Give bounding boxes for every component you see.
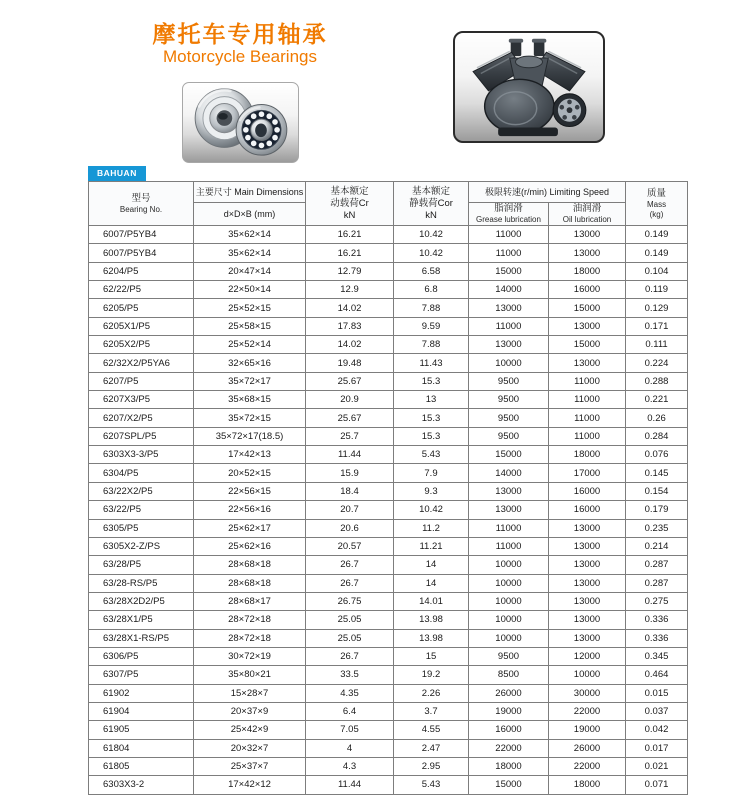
cell-dynamic-load: 11.44: [306, 446, 394, 464]
cell-oil-speed: 15000: [549, 336, 626, 354]
cell-static-load: 9.3: [394, 482, 469, 500]
cell-dynamic-load: 20.57: [306, 537, 394, 555]
cell-static-load: 10.42: [394, 226, 469, 244]
cell-grease-speed: 13000: [469, 336, 549, 354]
cell-dimensions: 25×42×9: [194, 721, 306, 739]
bearings-table: [88, 181, 688, 795]
cell-dimensions: 15×28×7: [194, 684, 306, 702]
cell-static-load: 15.3: [394, 427, 469, 445]
page-subtitle: Motorcycle Bearings: [162, 47, 317, 66]
table-row: [89, 611, 688, 629]
cell-grease-speed: 15000: [469, 776, 549, 794]
cell-grease-speed: 8500: [469, 666, 549, 684]
table-header: [89, 182, 688, 226]
cell-mass: 0.284: [626, 427, 688, 445]
cell-bearing-no: 6305/P5: [89, 519, 194, 537]
table-row: [89, 647, 688, 665]
cell-dynamic-load: 26.7: [306, 556, 394, 574]
cell-mass: 0.179: [626, 501, 688, 519]
page-title: 摩托车专用轴承: [152, 21, 328, 47]
cell-bearing-no: 6205X2/P5: [89, 336, 194, 354]
cell-dynamic-load: 6.4: [306, 702, 394, 720]
cell-oil-speed: 12000: [549, 647, 626, 665]
table-row: [89, 427, 688, 445]
cell-dynamic-load: 4: [306, 739, 394, 757]
cell-dynamic-load: 7.05: [306, 721, 394, 739]
cell-oil-speed: 15000: [549, 299, 626, 317]
cell-grease-speed: 9500: [469, 409, 549, 427]
cell-dimensions: 22×56×16: [194, 501, 306, 519]
table-row: [89, 244, 688, 262]
header-limiting-speed: 极限转速(r/min) Limiting Speed: [469, 182, 626, 203]
cell-oil-speed: 11000: [549, 427, 626, 445]
cell-bearing-no: 6303X3-3/P5: [89, 446, 194, 464]
cell-dynamic-load: 26.75: [306, 592, 394, 610]
cell-oil-speed: 16000: [549, 501, 626, 519]
header-grease-lubrication: 脂润滑 Grease lubrication: [469, 203, 549, 226]
cell-mass: 0.076: [626, 446, 688, 464]
cell-mass: 0.221: [626, 391, 688, 409]
cell-dimensions: 25×62×17: [194, 519, 306, 537]
cell-oil-speed: 13000: [549, 611, 626, 629]
cell-dynamic-load: 14.02: [306, 299, 394, 317]
cell-bearing-no: 61902: [89, 684, 194, 702]
cell-grease-speed: 11000: [469, 537, 549, 555]
header-static-load: 基本额定 静载荷Cor kN: [394, 182, 469, 226]
cell-dimensions: 25×52×15: [194, 299, 306, 317]
table-row: [89, 226, 688, 244]
cell-bearing-no: 61905: [89, 721, 194, 739]
cell-bearing-no: 61804: [89, 739, 194, 757]
cell-dynamic-load: 20.7: [306, 501, 394, 519]
cell-dynamic-load: 25.67: [306, 372, 394, 390]
cell-oil-speed: 13000: [549, 519, 626, 537]
cell-oil-speed: 13000: [549, 574, 626, 592]
cell-bearing-no: 63/28-RS/P5: [89, 574, 194, 592]
cell-grease-speed: 11000: [469, 519, 549, 537]
table-row: [89, 629, 688, 647]
cell-bearing-no: 6305X2-Z/PS: [89, 537, 194, 555]
cell-oil-speed: 11000: [549, 372, 626, 390]
header-main-dimensions: 主要尺寸 Main Dimensions: [194, 182, 306, 203]
cell-oil-speed: 13000: [549, 556, 626, 574]
cell-oil-speed: 30000: [549, 684, 626, 702]
cell-bearing-no: 63/28X1-RS/P5: [89, 629, 194, 647]
cell-mass: 0.015: [626, 684, 688, 702]
cell-dimensions: 35×68×15: [194, 391, 306, 409]
cell-dimensions: 28×68×18: [194, 574, 306, 592]
cell-oil-speed: 22000: [549, 702, 626, 720]
table-row: [89, 372, 688, 390]
cell-bearing-no: 6306/P5: [89, 647, 194, 665]
cell-dimensions: 25×52×14: [194, 336, 306, 354]
cell-bearing-no: 6207SPL/P5: [89, 427, 194, 445]
cell-dynamic-load: 25.7: [306, 427, 394, 445]
cell-dimensions: 35×62×14: [194, 244, 306, 262]
cell-grease-speed: 18000: [469, 757, 549, 775]
cell-bearing-no: 6304/P5: [89, 464, 194, 482]
cell-grease-speed: 9500: [469, 647, 549, 665]
cell-static-load: 19.2: [394, 666, 469, 684]
cell-dynamic-load: 20.9: [306, 391, 394, 409]
table-row: [89, 592, 688, 610]
cell-mass: 0.111: [626, 336, 688, 354]
cell-static-load: 5.43: [394, 776, 469, 794]
brand-tab-bahuan: BAHUAN: [88, 166, 146, 181]
cell-dimensions: 35×80×21: [194, 666, 306, 684]
table-row: [89, 666, 688, 684]
table-row: [89, 684, 688, 702]
cell-dimensions: 30×72×19: [194, 647, 306, 665]
table-row: [89, 464, 688, 482]
cell-mass: 0.214: [626, 537, 688, 555]
cell-mass: 0.224: [626, 354, 688, 372]
cell-grease-speed: 13000: [469, 482, 549, 500]
cell-bearing-no: 6207/X2/P5: [89, 409, 194, 427]
cell-dynamic-load: 19.48: [306, 354, 394, 372]
cell-static-load: 15.3: [394, 372, 469, 390]
cell-mass: 0.145: [626, 464, 688, 482]
cell-dynamic-load: 26.7: [306, 647, 394, 665]
cell-dynamic-load: 25.67: [306, 409, 394, 427]
cell-oil-speed: 10000: [549, 666, 626, 684]
cell-oil-speed: 13000: [549, 226, 626, 244]
table-row: [89, 391, 688, 409]
cell-grease-speed: 11000: [469, 317, 549, 335]
cell-grease-speed: 22000: [469, 739, 549, 757]
header-bearing-no: 型号 Bearing No.: [89, 182, 194, 226]
cell-static-load: 7.88: [394, 299, 469, 317]
cell-dimensions: 28×72×18: [194, 629, 306, 647]
cell-dynamic-load: 25.05: [306, 629, 394, 647]
cell-bearing-no: 6007/P5YB4: [89, 244, 194, 262]
cell-mass: 0.287: [626, 574, 688, 592]
header-mass: 质量 Mass (kg): [626, 182, 688, 226]
cell-dimensions: 28×68×18: [194, 556, 306, 574]
cell-bearing-no: 6303X3-2: [89, 776, 194, 794]
cell-oil-speed: 16000: [549, 281, 626, 299]
cell-dimensions: 20×47×14: [194, 262, 306, 280]
cell-static-load: 11.43: [394, 354, 469, 372]
cell-mass: 0.129: [626, 299, 688, 317]
table-row: [89, 776, 688, 794]
cell-mass: 0.464: [626, 666, 688, 684]
cell-grease-speed: 10000: [469, 611, 549, 629]
cell-static-load: 14: [394, 574, 469, 592]
cell-mass: 0.154: [626, 482, 688, 500]
cell-dynamic-load: 18.4: [306, 482, 394, 500]
cell-bearing-no: 61904: [89, 702, 194, 720]
table-row: [89, 281, 688, 299]
cell-mass: 0.336: [626, 629, 688, 647]
table-row: [89, 501, 688, 519]
cell-static-load: 2.26: [394, 684, 469, 702]
table-row: [89, 482, 688, 500]
cell-dimensions: 32×65×16: [194, 354, 306, 372]
cell-static-load: 6.58: [394, 262, 469, 280]
table-row: [89, 574, 688, 592]
cell-dimensions: 22×50×14: [194, 281, 306, 299]
cell-oil-speed: 18000: [549, 776, 626, 794]
motorcycle-engine-image: [455, 33, 603, 141]
cell-static-load: 15.3: [394, 409, 469, 427]
table-row: [89, 757, 688, 775]
cell-static-load: 14: [394, 556, 469, 574]
header-oil-lubrication: 油润滑 Oil lubrication: [549, 203, 626, 226]
table-row: [89, 556, 688, 574]
cell-mass: 0.017: [626, 739, 688, 757]
cell-bearing-no: 6307/P5: [89, 666, 194, 684]
cell-grease-speed: 15000: [469, 446, 549, 464]
cell-static-load: 6.8: [394, 281, 469, 299]
cell-dimensions: 28×72×18: [194, 611, 306, 629]
cell-mass: 0.119: [626, 281, 688, 299]
cell-grease-speed: 14000: [469, 281, 549, 299]
cell-oil-speed: 19000: [549, 721, 626, 739]
cell-bearing-no: 62/32X2/P5YA6: [89, 354, 194, 372]
cell-mass: 0.288: [626, 372, 688, 390]
cell-grease-speed: 11000: [469, 244, 549, 262]
cell-mass: 0.104: [626, 262, 688, 280]
cell-oil-speed: 13000: [549, 244, 626, 262]
cell-grease-speed: 11000: [469, 226, 549, 244]
cell-dynamic-load: 16.21: [306, 244, 394, 262]
cell-dimensions: 20×52×15: [194, 464, 306, 482]
cell-static-load: 2.47: [394, 739, 469, 757]
cell-static-load: 14.01: [394, 592, 469, 610]
cell-grease-speed: 14000: [469, 464, 549, 482]
cell-mass: 0.345: [626, 647, 688, 665]
cell-dynamic-load: 20.6: [306, 519, 394, 537]
cell-static-load: 10.42: [394, 244, 469, 262]
header-dynamic-load: 基本额定 动载荷Cr kN: [306, 182, 394, 226]
cell-dynamic-load: 11.44: [306, 776, 394, 794]
cell-dynamic-load: 4.35: [306, 684, 394, 702]
cell-static-load: 2.95: [394, 757, 469, 775]
cell-oil-speed: 16000: [549, 482, 626, 500]
cell-grease-speed: 10000: [469, 354, 549, 372]
cell-grease-speed: 9500: [469, 427, 549, 445]
cell-mass: 0.275: [626, 592, 688, 610]
cell-oil-speed: 13000: [549, 537, 626, 555]
cell-bearing-no: 63/28X1/P5: [89, 611, 194, 629]
cell-mass: 0.149: [626, 244, 688, 262]
cell-grease-speed: 10000: [469, 556, 549, 574]
cell-dynamic-load: 26.7: [306, 574, 394, 592]
cell-static-load: 5.43: [394, 446, 469, 464]
cell-grease-speed: 16000: [469, 721, 549, 739]
cell-bearing-no: 6204/P5: [89, 262, 194, 280]
cell-static-load: 13: [394, 391, 469, 409]
cell-dynamic-load: 33.5: [306, 666, 394, 684]
cell-static-load: 11.21: [394, 537, 469, 555]
cell-bearing-no: 63/28/P5: [89, 556, 194, 574]
cell-oil-speed: 13000: [549, 317, 626, 335]
table-row: [89, 519, 688, 537]
cell-dynamic-load: 17.83: [306, 317, 394, 335]
cell-dimensions: 20×32×7: [194, 739, 306, 757]
table-row: [89, 262, 688, 280]
cell-mass: 0.071: [626, 776, 688, 794]
table-row: [89, 739, 688, 757]
cell-dimensions: 35×72×17: [194, 372, 306, 390]
cell-grease-speed: 13000: [469, 501, 549, 519]
cell-dimensions: 35×72×15: [194, 409, 306, 427]
cell-mass: 0.149: [626, 226, 688, 244]
cell-grease-speed: 10000: [469, 574, 549, 592]
cell-mass: 0.021: [626, 757, 688, 775]
cell-dimensions: 35×72×17(18.5): [194, 427, 306, 445]
cell-dynamic-load: 14.02: [306, 336, 394, 354]
cell-bearing-no: 63/22X2/P5: [89, 482, 194, 500]
cell-dynamic-load: 25.05: [306, 611, 394, 629]
table-row: [89, 336, 688, 354]
cell-bearing-no: 62/22/P5: [89, 281, 194, 299]
table-row: [89, 702, 688, 720]
cell-oil-speed: 13000: [549, 354, 626, 372]
cell-bearing-no: 63/28X2D2/P5: [89, 592, 194, 610]
cell-grease-speed: 13000: [469, 299, 549, 317]
cell-dynamic-load: 16.21: [306, 226, 394, 244]
cell-mass: 0.171: [626, 317, 688, 335]
cell-dynamic-load: 12.9: [306, 281, 394, 299]
bearing-photo: [182, 82, 299, 163]
cell-dimensions: 25×37×7: [194, 757, 306, 775]
cell-static-load: 11.2: [394, 519, 469, 537]
cell-dimensions: 35×62×14: [194, 226, 306, 244]
table-row: [89, 317, 688, 335]
bearing-table-body: [89, 226, 688, 795]
table-row: [89, 299, 688, 317]
cell-grease-speed: 19000: [469, 702, 549, 720]
cell-bearing-no: 61805: [89, 757, 194, 775]
cell-mass: 0.336: [626, 611, 688, 629]
table-row: [89, 446, 688, 464]
cell-static-load: 13.98: [394, 611, 469, 629]
cell-dimensions: 17×42×12: [194, 776, 306, 794]
cell-oil-speed: 11000: [549, 409, 626, 427]
engine-photo: [453, 31, 605, 143]
cell-dimensions: 28×68×17: [194, 592, 306, 610]
cell-dynamic-load: 4.3: [306, 757, 394, 775]
table-row: [89, 537, 688, 555]
cell-static-load: 3.7: [394, 702, 469, 720]
cell-mass: 0.037: [626, 702, 688, 720]
cell-dimensions: 20×37×9: [194, 702, 306, 720]
cell-oil-speed: 26000: [549, 739, 626, 757]
cell-dimensions: 25×58×15: [194, 317, 306, 335]
cell-bearing-no: 6207/P5: [89, 372, 194, 390]
cell-static-load: 10.42: [394, 501, 469, 519]
cell-oil-speed: 17000: [549, 464, 626, 482]
cell-oil-speed: 18000: [549, 446, 626, 464]
cell-static-load: 7.88: [394, 336, 469, 354]
cell-static-load: 4.55: [394, 721, 469, 739]
cell-grease-speed: 10000: [469, 592, 549, 610]
cell-grease-speed: 26000: [469, 684, 549, 702]
cell-dimensions: 22×56×15: [194, 482, 306, 500]
cell-oil-speed: 22000: [549, 757, 626, 775]
cell-static-load: 7.9: [394, 464, 469, 482]
cell-dimensions: 25×62×16: [194, 537, 306, 555]
cell-bearing-no: 63/22/P5: [89, 501, 194, 519]
ball-bearings-image: [183, 83, 298, 162]
cell-grease-speed: 15000: [469, 262, 549, 280]
cell-bearing-no: 6207X3/P5: [89, 391, 194, 409]
cell-static-load: 9.59: [394, 317, 469, 335]
cell-bearing-no: 6205/P5: [89, 299, 194, 317]
cell-bearing-no: 6205X1/P5: [89, 317, 194, 335]
cell-mass: 0.235: [626, 519, 688, 537]
table-row: [89, 354, 688, 372]
cell-dimensions: 17×42×13: [194, 446, 306, 464]
cell-grease-speed: 10000: [469, 629, 549, 647]
header-dxdxb: d×D×B (mm): [194, 203, 306, 226]
cell-oil-speed: 11000: [549, 391, 626, 409]
cell-oil-speed: 18000: [549, 262, 626, 280]
cell-oil-speed: 13000: [549, 629, 626, 647]
cell-grease-speed: 9500: [469, 372, 549, 390]
cell-static-load: 15: [394, 647, 469, 665]
cell-grease-speed: 9500: [469, 391, 549, 409]
table-row: [89, 721, 688, 739]
cell-dynamic-load: 15.9: [306, 464, 394, 482]
cell-bearing-no: 6007/P5YB4: [89, 226, 194, 244]
table-row: [89, 409, 688, 427]
cell-mass: 0.26: [626, 409, 688, 427]
cell-dynamic-load: 12.79: [306, 262, 394, 280]
cell-oil-speed: 13000: [549, 592, 626, 610]
cell-mass: 0.287: [626, 556, 688, 574]
cell-mass: 0.042: [626, 721, 688, 739]
cell-static-load: 13.98: [394, 629, 469, 647]
